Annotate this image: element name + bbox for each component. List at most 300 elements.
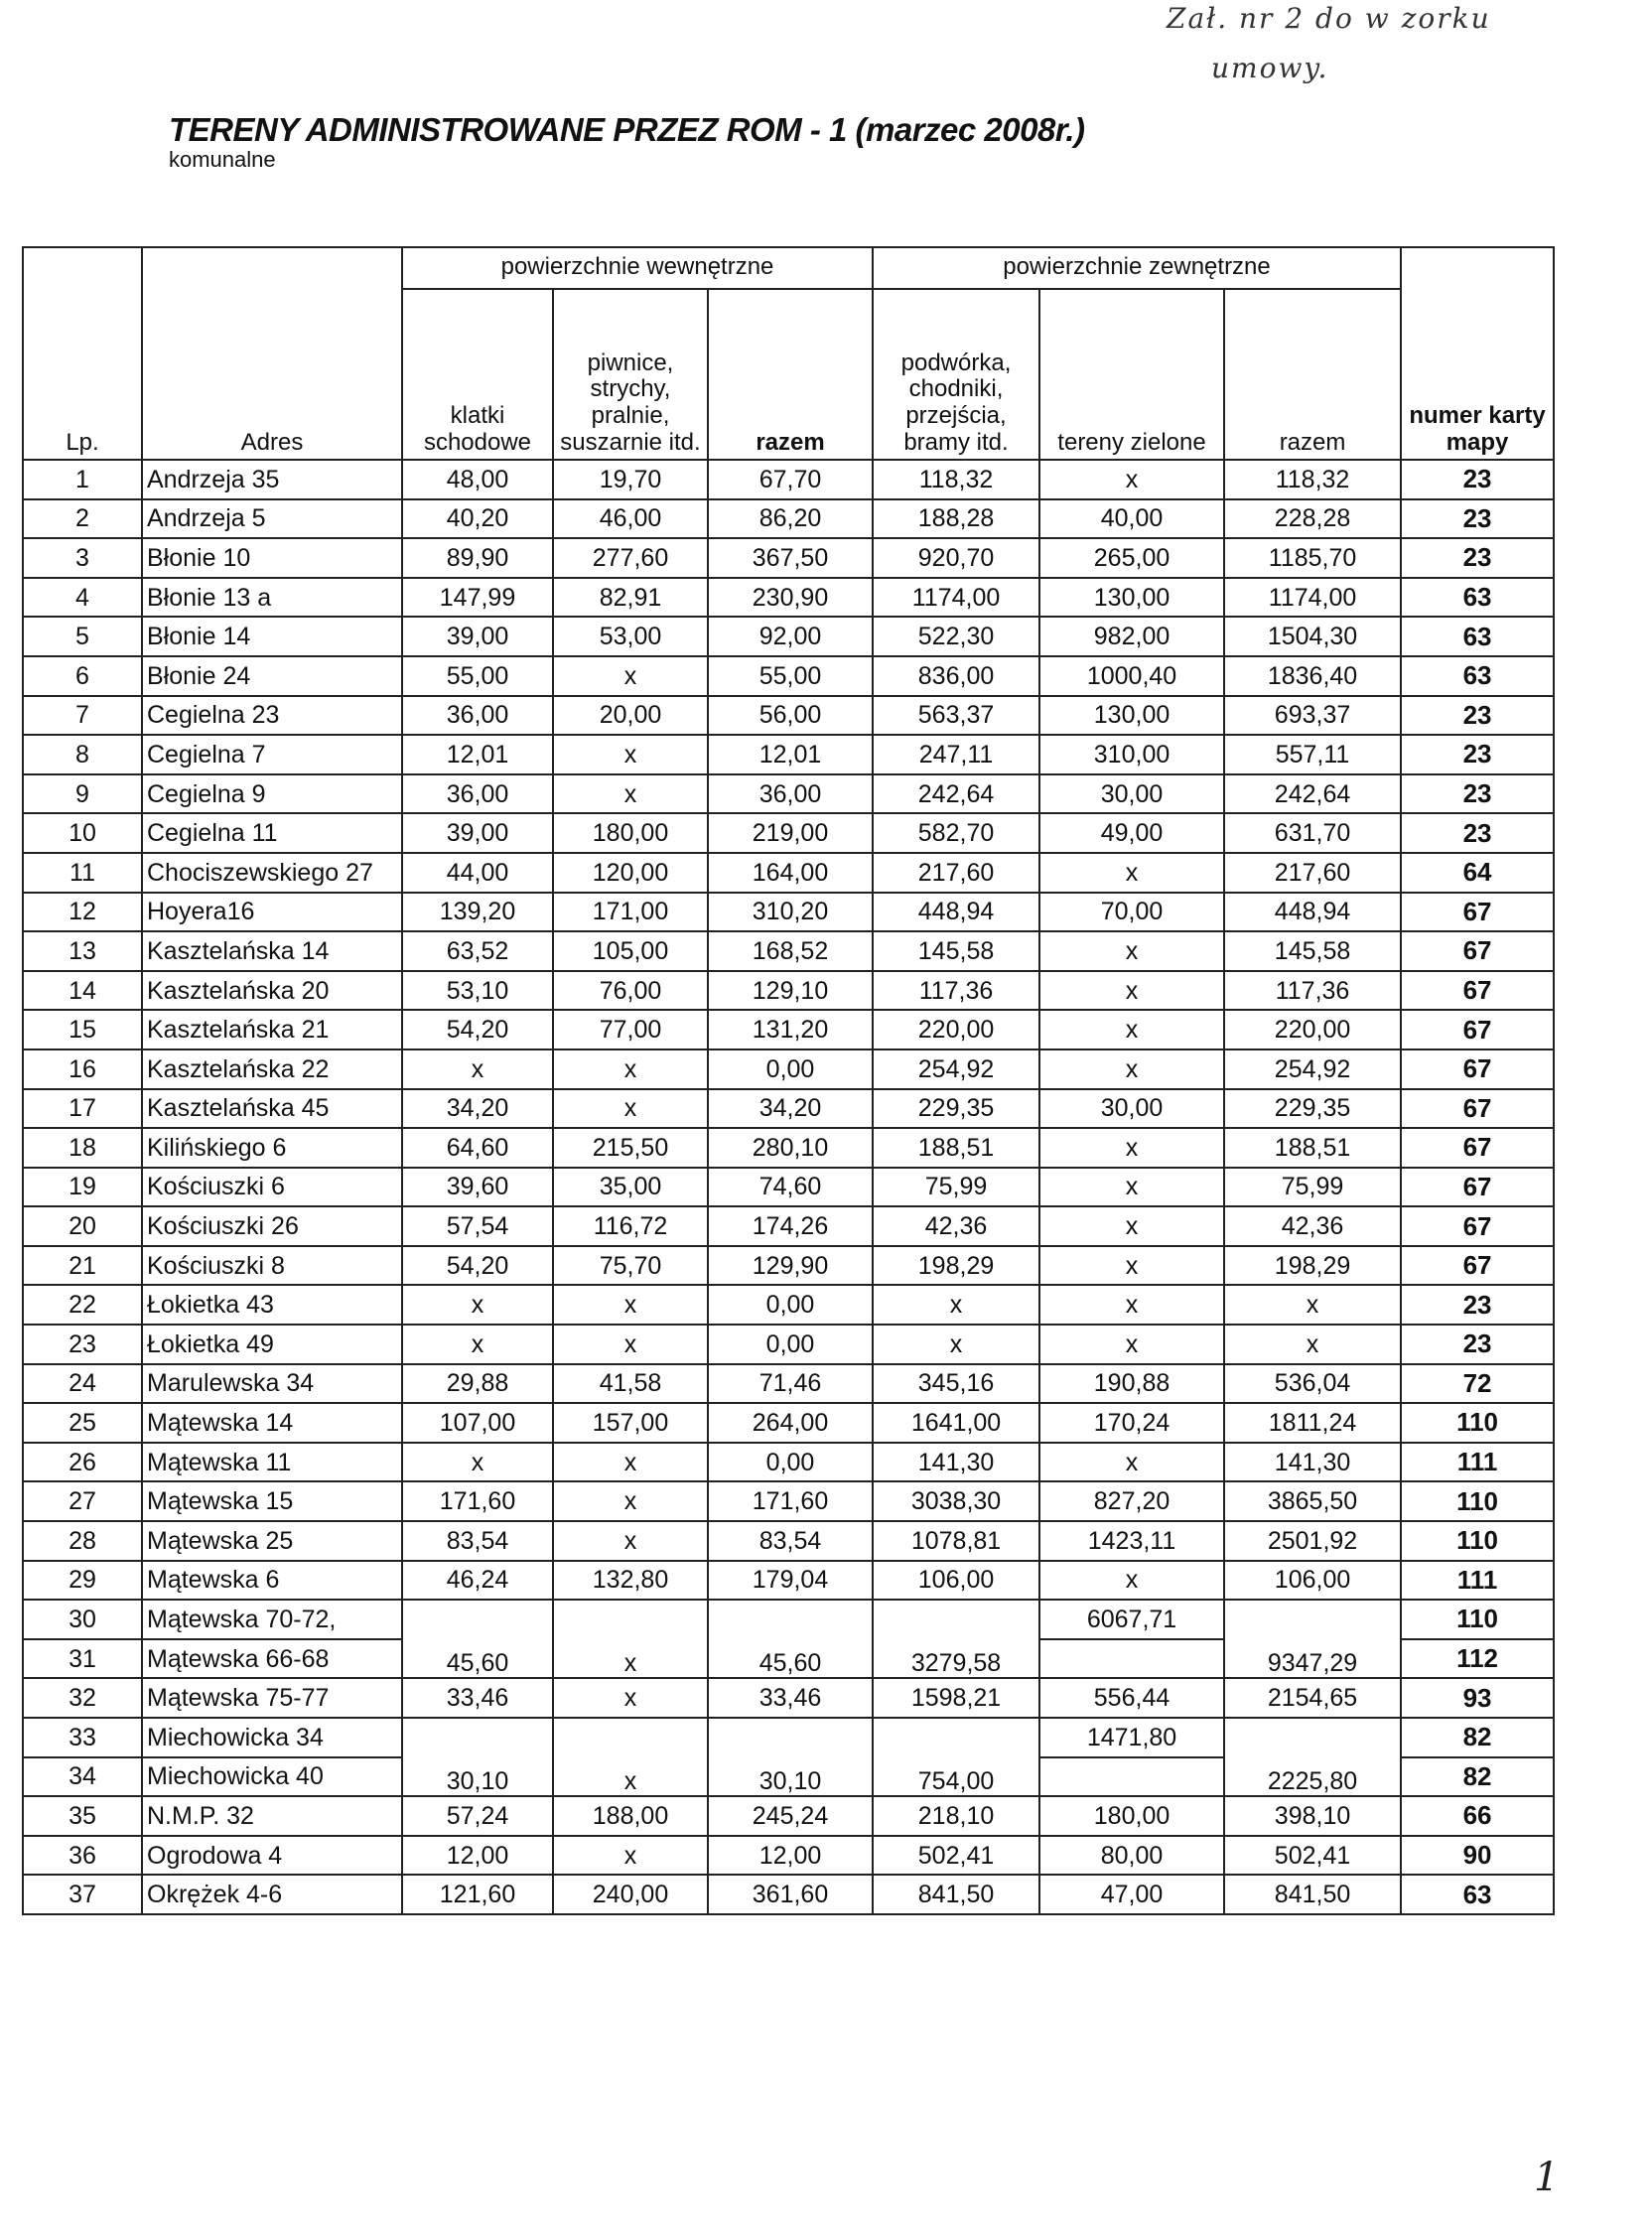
cell-razem-int: 131,20 <box>708 1010 873 1049</box>
cell-lp: 32 <box>23 1678 142 1718</box>
cell-lp: 31 <box>23 1639 142 1679</box>
cell-razem-ext: 1811,24 <box>1224 1403 1401 1443</box>
cell-razem-ext: 217,60 <box>1224 853 1401 893</box>
cell-klatki: 34,20 <box>402 1089 553 1129</box>
cell-klatki: 54,20 <box>402 1246 553 1286</box>
cell-adres: Chociszewskiego 27 <box>142 853 402 893</box>
cell-razem-ext: 242,64 <box>1224 774 1401 814</box>
cell-lp: 9 <box>23 774 142 814</box>
handwritten-note-line1: Zał. nr 2 do w zorku <box>1167 2 1491 35</box>
table-row <box>23 1678 1554 1718</box>
cell-klatki: 12,01 <box>402 735 553 774</box>
cell-mapa: 23 <box>1401 735 1554 774</box>
cell-piwnice: 188,00 <box>553 1796 708 1836</box>
cell-podworka: 502,41 <box>873 1836 1039 1876</box>
document-title: TERENY ADMINISTROWANE PRZEZ ROM - 1 (marzec 2008r.) <box>169 111 1085 148</box>
cell-tereny: 40,00 <box>1039 499 1224 539</box>
header-podworka: podwórka, chodniki, przejścia, bramy itd. <box>873 289 1039 460</box>
cell-razem-ext: 106,00 <box>1224 1561 1401 1601</box>
cell-piwnice: x <box>553 1481 708 1521</box>
table-row <box>23 971 1554 1011</box>
cell-lp: 24 <box>23 1364 142 1404</box>
cell-tereny: x <box>1039 1561 1224 1601</box>
cell-razem-int: 129,90 <box>708 1246 873 1286</box>
cell-razem-int: 45,60 <box>708 1600 873 1678</box>
cell-podworka: 145,58 <box>873 931 1039 971</box>
cell-mapa: 82 <box>1401 1718 1554 1757</box>
cell-podworka: 254,92 <box>873 1049 1039 1089</box>
cell-podworka: 229,35 <box>873 1089 1039 1129</box>
cell-podworka: 841,50 <box>873 1875 1039 1914</box>
cell-podworka: 563,37 <box>873 696 1039 736</box>
cell-tereny: x <box>1039 1325 1224 1364</box>
cell-lp: 2 <box>23 499 142 539</box>
cell-klatki: x <box>402 1325 553 1364</box>
cell-razem-ext: x <box>1224 1285 1401 1325</box>
table-row <box>23 1364 1554 1404</box>
cell-piwnice: 53,00 <box>553 617 708 656</box>
cell-tereny: 80,00 <box>1039 1836 1224 1876</box>
cell-tereny <box>1039 1757 1224 1797</box>
cell-podworka: 188,28 <box>873 499 1039 539</box>
cell-mapa: 67 <box>1401 893 1554 932</box>
table-row <box>23 1718 1554 1757</box>
cell-razem-ext: 1174,00 <box>1224 578 1401 618</box>
table-row <box>23 774 1554 814</box>
cell-tereny: 170,24 <box>1039 1403 1224 1443</box>
cell-mapa: 23 <box>1401 774 1554 814</box>
cell-razem-ext: 1185,70 <box>1224 538 1401 578</box>
cell-podworka: 522,30 <box>873 617 1039 656</box>
cell-lp: 5 <box>23 617 142 656</box>
cell-podworka: 345,16 <box>873 1364 1039 1404</box>
cell-razem-ext: 75,99 <box>1224 1168 1401 1207</box>
table-row <box>23 1561 1554 1601</box>
cell-adres: Okrężek 4-6 <box>142 1875 402 1914</box>
cell-klatki: 33,46 <box>402 1678 553 1718</box>
cell-podworka: 117,36 <box>873 971 1039 1011</box>
cell-tereny: x <box>1039 1128 1224 1168</box>
cell-razem-ext: 557,11 <box>1224 735 1401 774</box>
table-row <box>23 499 1554 539</box>
cell-tereny: x <box>1039 1010 1224 1049</box>
cell-klatki: 48,00 <box>402 460 553 499</box>
table-row <box>23 1481 1554 1521</box>
table-row <box>23 931 1554 971</box>
cell-razem-ext: 198,29 <box>1224 1246 1401 1286</box>
header-group-internal: powierzchnie wewnętrzne <box>402 247 873 289</box>
cell-mapa: 67 <box>1401 1246 1554 1286</box>
cell-adres: Mątewska 75-77 <box>142 1678 402 1718</box>
table-row <box>23 1600 1554 1639</box>
cell-lp: 25 <box>23 1403 142 1443</box>
cell-adres: Marulewska 34 <box>142 1364 402 1404</box>
cell-piwnice: 46,00 <box>553 499 708 539</box>
cell-razem-ext: 398,10 <box>1224 1796 1401 1836</box>
cell-razem-ext: 631,70 <box>1224 813 1401 853</box>
cell-mapa: 23 <box>1401 813 1554 853</box>
cell-klatki: 39,00 <box>402 813 553 853</box>
cell-lp: 27 <box>23 1481 142 1521</box>
cell-mapa: 111 <box>1401 1561 1554 1601</box>
cell-podworka: 141,30 <box>873 1443 1039 1482</box>
cell-adres: Mątewska 15 <box>142 1481 402 1521</box>
cell-podworka: 836,00 <box>873 656 1039 696</box>
cell-piwnice: 76,00 <box>553 971 708 1011</box>
cell-lp: 35 <box>23 1796 142 1836</box>
table-row <box>23 538 1554 578</box>
cell-razem-int: 34,20 <box>708 1089 873 1129</box>
cell-adres: Cegielna 11 <box>142 813 402 853</box>
table-row <box>23 578 1554 618</box>
cell-lp: 17 <box>23 1089 142 1129</box>
table-row <box>23 853 1554 893</box>
table-row <box>23 1875 1554 1914</box>
cell-adres: Miechowicka 40 <box>142 1757 402 1797</box>
cell-tereny: 130,00 <box>1039 578 1224 618</box>
cell-podworka: 106,00 <box>873 1561 1039 1601</box>
cell-lp: 28 <box>23 1521 142 1561</box>
cell-razem-ext: 229,35 <box>1224 1089 1401 1129</box>
cell-adres: Cegielna 7 <box>142 735 402 774</box>
cell-adres: Mątewska 25 <box>142 1521 402 1561</box>
cell-lp: 8 <box>23 735 142 774</box>
cell-mapa: 23 <box>1401 460 1554 499</box>
cell-lp: 18 <box>23 1128 142 1168</box>
cell-podworka: 920,70 <box>873 538 1039 578</box>
cell-razem-int: 219,00 <box>708 813 873 853</box>
cell-adres: N.M.P. 32 <box>142 1796 402 1836</box>
cell-tereny: x <box>1039 1206 1224 1246</box>
cell-razem-ext: 254,92 <box>1224 1049 1401 1089</box>
cell-razem-int: 71,46 <box>708 1364 873 1404</box>
cell-klatki: 63,52 <box>402 931 553 971</box>
cell-podworka: 3279,58 <box>873 1600 1039 1678</box>
table-row <box>23 696 1554 736</box>
cell-piwnice: 277,60 <box>553 538 708 578</box>
table-row <box>23 1168 1554 1207</box>
cell-podworka: 218,10 <box>873 1796 1039 1836</box>
table-body <box>23 460 1554 1914</box>
cell-mapa: 23 <box>1401 696 1554 736</box>
cell-mapa: 67 <box>1401 1168 1554 1207</box>
cell-podworka: 118,32 <box>873 460 1039 499</box>
cell-mapa: 63 <box>1401 578 1554 618</box>
cell-adres: Kasztelańska 21 <box>142 1010 402 1049</box>
cell-piwnice: 35,00 <box>553 1168 708 1207</box>
table-row <box>23 1521 1554 1561</box>
cell-razem-int: 33,46 <box>708 1678 873 1718</box>
cell-klatki: 46,24 <box>402 1561 553 1601</box>
cell-adres: Mątewska 14 <box>142 1403 402 1443</box>
header-lp: Lp. <box>23 247 142 460</box>
cell-razem-ext: 536,04 <box>1224 1364 1401 1404</box>
table-row <box>23 893 1554 932</box>
cell-adres: Mątewska 6 <box>142 1561 402 1601</box>
cell-razem-int: 171,60 <box>708 1481 873 1521</box>
cell-klatki: 36,00 <box>402 774 553 814</box>
cell-razem-ext: x <box>1224 1325 1401 1364</box>
cell-klatki: x <box>402 1443 553 1482</box>
cell-adres: Kościuszki 26 <box>142 1206 402 1246</box>
cell-tereny: x <box>1039 853 1224 893</box>
cell-lp: 13 <box>23 931 142 971</box>
cell-piwnice: 215,50 <box>553 1128 708 1168</box>
cell-razem-ext: 188,51 <box>1224 1128 1401 1168</box>
cell-adres: Kasztelańska 14 <box>142 931 402 971</box>
cell-lp: 3 <box>23 538 142 578</box>
cell-razem-ext: 502,41 <box>1224 1836 1401 1876</box>
header-tereny: tereny zielone <box>1039 289 1224 460</box>
header-klatki: klatki schodowe <box>402 289 553 460</box>
header-group-external: powierzchnie zewnętrzne <box>873 247 1401 289</box>
cell-tereny: x <box>1039 1049 1224 1089</box>
cell-razem-int: 129,10 <box>708 971 873 1011</box>
cell-tereny: 310,00 <box>1039 735 1224 774</box>
cell-piwnice: 171,00 <box>553 893 708 932</box>
cell-mapa: 110 <box>1401 1403 1554 1443</box>
cell-podworka: 3038,30 <box>873 1481 1039 1521</box>
table-row <box>23 656 1554 696</box>
cell-tereny: 1000,40 <box>1039 656 1224 696</box>
cell-tereny: 49,00 <box>1039 813 1224 853</box>
cell-razem-int: 67,70 <box>708 460 873 499</box>
cell-tereny: x <box>1039 460 1224 499</box>
cell-lp: 19 <box>23 1168 142 1207</box>
cell-podworka: 1641,00 <box>873 1403 1039 1443</box>
cell-lp: 37 <box>23 1875 142 1914</box>
cell-mapa: 23 <box>1401 1325 1554 1364</box>
cell-razem-ext: 448,94 <box>1224 893 1401 932</box>
cell-klatki: 64,60 <box>402 1128 553 1168</box>
table-row <box>23 813 1554 853</box>
cell-piwnice: 20,00 <box>553 696 708 736</box>
cell-lp: 22 <box>23 1285 142 1325</box>
cell-piwnice: 116,72 <box>553 1206 708 1246</box>
cell-lp: 21 <box>23 1246 142 1286</box>
cell-podworka: 198,29 <box>873 1246 1039 1286</box>
cell-klatki: 44,00 <box>402 853 553 893</box>
cell-lp: 26 <box>23 1443 142 1482</box>
cell-mapa: 67 <box>1401 1128 1554 1168</box>
cell-klatki: 45,60 <box>402 1600 553 1678</box>
cell-mapa: 67 <box>1401 1010 1554 1049</box>
cell-tereny: 556,44 <box>1039 1678 1224 1718</box>
cell-tereny: 827,20 <box>1039 1481 1224 1521</box>
cell-tereny <box>1039 1639 1224 1679</box>
cell-lp: 30 <box>23 1600 142 1639</box>
table-row <box>23 735 1554 774</box>
cell-mapa: 110 <box>1401 1481 1554 1521</box>
cell-lp: 34 <box>23 1757 142 1797</box>
cell-adres: Cegielna 9 <box>142 774 402 814</box>
cell-mapa: 67 <box>1401 971 1554 1011</box>
cell-tereny: 130,00 <box>1039 696 1224 736</box>
cell-podworka: 582,70 <box>873 813 1039 853</box>
cell-podworka: 448,94 <box>873 893 1039 932</box>
cell-lp: 23 <box>23 1325 142 1364</box>
cell-lp: 14 <box>23 971 142 1011</box>
cell-klatki: x <box>402 1285 553 1325</box>
table-row <box>23 617 1554 656</box>
header-piwnice: piwnice, strychy, pralnie, suszarnie itd. <box>553 289 708 460</box>
cell-tereny: 982,00 <box>1039 617 1224 656</box>
cell-piwnice: x <box>553 735 708 774</box>
cell-klatki: 89,90 <box>402 538 553 578</box>
cell-razem-ext: 2501,92 <box>1224 1521 1401 1561</box>
cell-piwnice: x <box>553 1285 708 1325</box>
cell-razem-int: 0,00 <box>708 1443 873 1482</box>
cell-adres: Cegielna 23 <box>142 696 402 736</box>
cell-piwnice: 82,91 <box>553 578 708 618</box>
cell-mapa: 23 <box>1401 1285 1554 1325</box>
cell-tereny: 190,88 <box>1039 1364 1224 1404</box>
cell-lp: 7 <box>23 696 142 736</box>
cell-razem-int: 86,20 <box>708 499 873 539</box>
cell-klatki: 147,99 <box>402 578 553 618</box>
cell-tereny: x <box>1039 1443 1224 1482</box>
cell-podworka: 1598,21 <box>873 1678 1039 1718</box>
cell-razem-ext: 9347,29 <box>1224 1600 1401 1678</box>
cell-razem-int: 361,60 <box>708 1875 873 1914</box>
table-row <box>23 1796 1554 1836</box>
cell-adres: Mątewska 70-72, <box>142 1600 402 1639</box>
cell-podworka: 42,36 <box>873 1206 1039 1246</box>
cell-podworka: 220,00 <box>873 1010 1039 1049</box>
cell-podworka: 188,51 <box>873 1128 1039 1168</box>
cell-tereny: x <box>1039 1246 1224 1286</box>
cell-klatki: 171,60 <box>402 1481 553 1521</box>
cell-podworka: 217,60 <box>873 853 1039 893</box>
table-row <box>23 1836 1554 1876</box>
cell-adres: Mątewska 11 <box>142 1443 402 1482</box>
cell-adres: Błonie 24 <box>142 656 402 696</box>
cell-adres: Błonie 10 <box>142 538 402 578</box>
cell-tereny: 180,00 <box>1039 1796 1224 1836</box>
cell-razem-int: 12,01 <box>708 735 873 774</box>
cell-mapa: 112 <box>1401 1639 1554 1679</box>
cell-klatki: 12,00 <box>402 1836 553 1876</box>
cell-razem-int: 12,00 <box>708 1836 873 1876</box>
cell-adres: Miechowicka 34 <box>142 1718 402 1757</box>
header-razem-internal: razem <box>708 289 873 460</box>
cell-tereny: x <box>1039 1285 1224 1325</box>
cell-piwnice: x <box>553 1325 708 1364</box>
cell-razem-int: 36,00 <box>708 774 873 814</box>
cell-razem-int: 264,00 <box>708 1403 873 1443</box>
cell-mapa: 23 <box>1401 499 1554 539</box>
cell-razem-ext: 141,30 <box>1224 1443 1401 1482</box>
cell-razem-ext: 1504,30 <box>1224 617 1401 656</box>
cell-adres: Łokietka 49 <box>142 1325 402 1364</box>
cell-klatki: 30,10 <box>402 1718 553 1796</box>
cell-tereny: 1471,80 <box>1039 1718 1224 1757</box>
cell-mapa: 82 <box>1401 1757 1554 1797</box>
cell-razem-int: 367,50 <box>708 538 873 578</box>
cell-piwnice: x <box>553 1678 708 1718</box>
cell-razem-ext: 693,37 <box>1224 696 1401 736</box>
cell-mapa: 67 <box>1401 1089 1554 1129</box>
cell-piwnice: x <box>553 1600 708 1678</box>
cell-adres: Kasztelańska 45 <box>142 1089 402 1129</box>
cell-tereny: 47,00 <box>1039 1875 1224 1914</box>
cell-lp: 4 <box>23 578 142 618</box>
cell-klatki: 121,60 <box>402 1875 553 1914</box>
cell-klatki: 29,88 <box>402 1364 553 1404</box>
cell-razem-int: 83,54 <box>708 1521 873 1561</box>
cell-piwnice: x <box>553 774 708 814</box>
cell-mapa: 23 <box>1401 538 1554 578</box>
cell-klatki: 54,20 <box>402 1010 553 1049</box>
cell-razem-int: 310,20 <box>708 893 873 932</box>
cell-podworka: 247,11 <box>873 735 1039 774</box>
document-subtitle: komunalne <box>169 147 276 172</box>
cell-lp: 33 <box>23 1718 142 1757</box>
cell-piwnice: x <box>553 1836 708 1876</box>
cell-lp: 11 <box>23 853 142 893</box>
cell-mapa: 93 <box>1401 1678 1554 1718</box>
cell-razem-ext: 145,58 <box>1224 931 1401 971</box>
cell-lp: 12 <box>23 893 142 932</box>
cell-tereny: 1423,11 <box>1039 1521 1224 1561</box>
cell-adres: Kilińskiego 6 <box>142 1128 402 1168</box>
cell-razem-ext: 3865,50 <box>1224 1481 1401 1521</box>
cell-mapa: 66 <box>1401 1796 1554 1836</box>
cell-tereny: 6067,71 <box>1039 1600 1224 1639</box>
cell-klatki: 53,10 <box>402 971 553 1011</box>
cell-mapa: 67 <box>1401 1049 1554 1089</box>
table-row <box>23 1010 1554 1049</box>
cell-razem-int: 55,00 <box>708 656 873 696</box>
cell-piwnice: 180,00 <box>553 813 708 853</box>
cell-mapa: 67 <box>1401 1206 1554 1246</box>
cell-klatki: 57,54 <box>402 1206 553 1246</box>
table-row <box>23 460 1554 499</box>
cell-lp: 1 <box>23 460 142 499</box>
cell-razem-int: 92,00 <box>708 617 873 656</box>
cell-lp: 16 <box>23 1049 142 1089</box>
cell-piwnice: 120,00 <box>553 853 708 893</box>
cell-klatki: 39,00 <box>402 617 553 656</box>
cell-podworka: x <box>873 1285 1039 1325</box>
cell-podworka: 1078,81 <box>873 1521 1039 1561</box>
cell-piwnice: x <box>553 656 708 696</box>
table-row <box>23 1246 1554 1286</box>
cell-razem-int: 164,00 <box>708 853 873 893</box>
cell-tereny: 30,00 <box>1039 774 1224 814</box>
cell-adres: Kościuszki 6 <box>142 1168 402 1207</box>
cell-piwnice: 105,00 <box>553 931 708 971</box>
cell-adres: Ogrodowa 4 <box>142 1836 402 1876</box>
cell-piwnice: x <box>553 1521 708 1561</box>
cell-razem-int: 56,00 <box>708 696 873 736</box>
cell-razem-int: 74,60 <box>708 1168 873 1207</box>
cell-razem-ext: 2154,65 <box>1224 1678 1401 1718</box>
cell-podworka: 242,64 <box>873 774 1039 814</box>
cell-mapa: 63 <box>1401 1875 1554 1914</box>
cell-mapa: 63 <box>1401 617 1554 656</box>
cell-klatki: 39,60 <box>402 1168 553 1207</box>
cell-podworka: 1174,00 <box>873 578 1039 618</box>
header-razem-external: razem <box>1224 289 1401 460</box>
cell-razem-int: 174,26 <box>708 1206 873 1246</box>
cell-adres: Błonie 13 a <box>142 578 402 618</box>
cell-lp: 15 <box>23 1010 142 1049</box>
cell-klatki: 55,00 <box>402 656 553 696</box>
cell-piwnice: x <box>553 1089 708 1129</box>
cell-razem-int: 230,90 <box>708 578 873 618</box>
cell-klatki: 139,20 <box>402 893 553 932</box>
